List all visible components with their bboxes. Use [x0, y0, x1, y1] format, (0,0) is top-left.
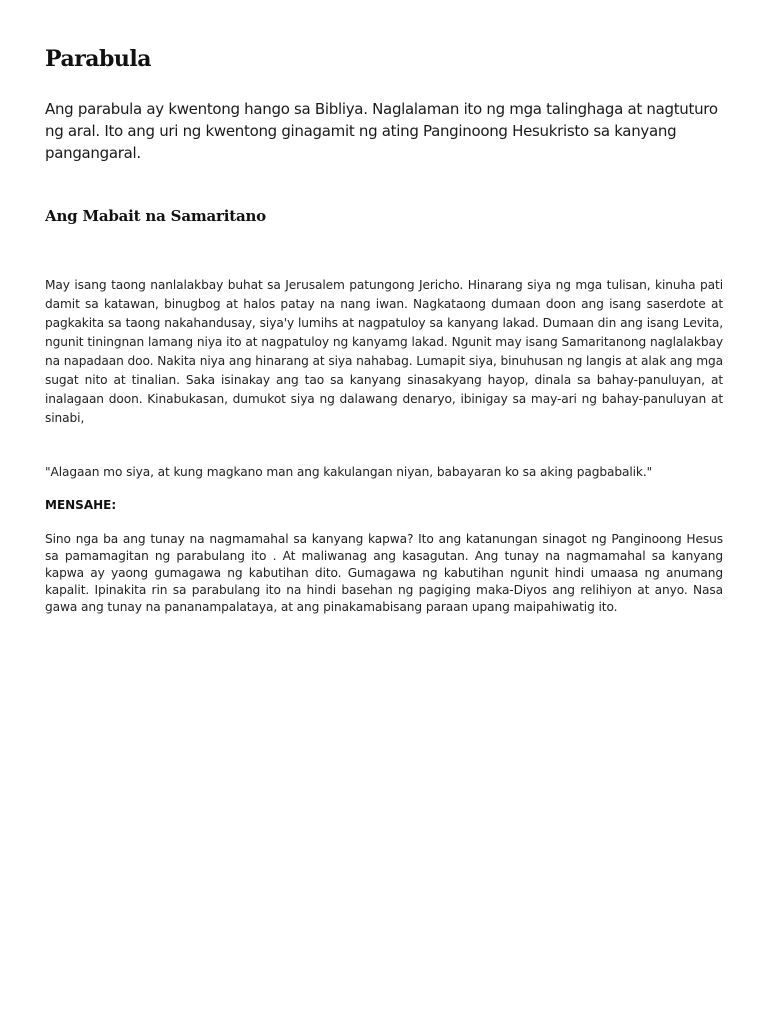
message-label: MENSAHE:	[45, 498, 117, 512]
story-title: Ang Mabait na Samaritano	[45, 207, 266, 225]
quote-paragraph: "Alagaan mo siya, at kung magkano man ang kakulangan niyan, babayaran ko sa aking pagbabalik."	[45, 465, 653, 479]
story-paragraph: May isang taong nanlalakbay buhat sa Jerusalem patungong Jericho. Hinarang siya ng mga tulisan, kinuha pati damit sa katawan, binugbog at halos patay na nang iwan. Nagkataong dumaan doon ang isang saserdote at pagkakita sa taong nakahandusay, siya'y lumihs at nagpatuloy sa kanyang lakad. Dumaan din ang isang Levita, ngunit tiningnan lamang niya ito at nagpatuloy ng kanyamg lakad. Ngunit may isang Samaritanong naglalakbay na napadaan doo. Nakita niya ang hinarang at siya nahabag. Lumapit siya, binuhusan ng langis at alak ang mga sugat nito at tinalian. Saka isinakay ang tao sa kanyang sinasakyang hayop, dinala sa bahay-panuluyan, at inalagaan doon. Kinabukasan, dumukot siya ng dalawang denaryo, ibinigay sa may-ari ng bahay-panuluyan at sinabi,	[45, 278, 723, 425]
intro-paragraph: Ang parabula ay kwentong hango sa Bibliya. Naglalaman ito ng mga talinghaga at nagtuturo ng aral. Ito ang uri ng kwentong ginagamit ng ating Panginoong Hesukristo sa kanyang pangangaral.	[45, 100, 718, 162]
message-paragraph: Sino nga ba ang tunay na nagmamahal sa kanyang kapwa? Ito ang katanungan sinagot ng Panginoong Hesus sa pamamagitan ng parabulang ito . At maliwanag ang kasagutan. Ang tunay na nagmamahal sa kanyang kapwa ay yaong gumagawa ng kabutihan dito. Gumagawa ng kabutihan ngunit hindi umaasa ng anumang kapalit. Ipinakita rin sa parabulang ito na hindi basehan ng pagiging maka-Diyos ang relihiyon at anyo. Nasa gawa ang tunay na pananampalataya, at ang pinakamabisang paraan upang maipahiwatig ito.	[45, 532, 723, 614]
page-title: Parabula	[45, 46, 152, 72]
